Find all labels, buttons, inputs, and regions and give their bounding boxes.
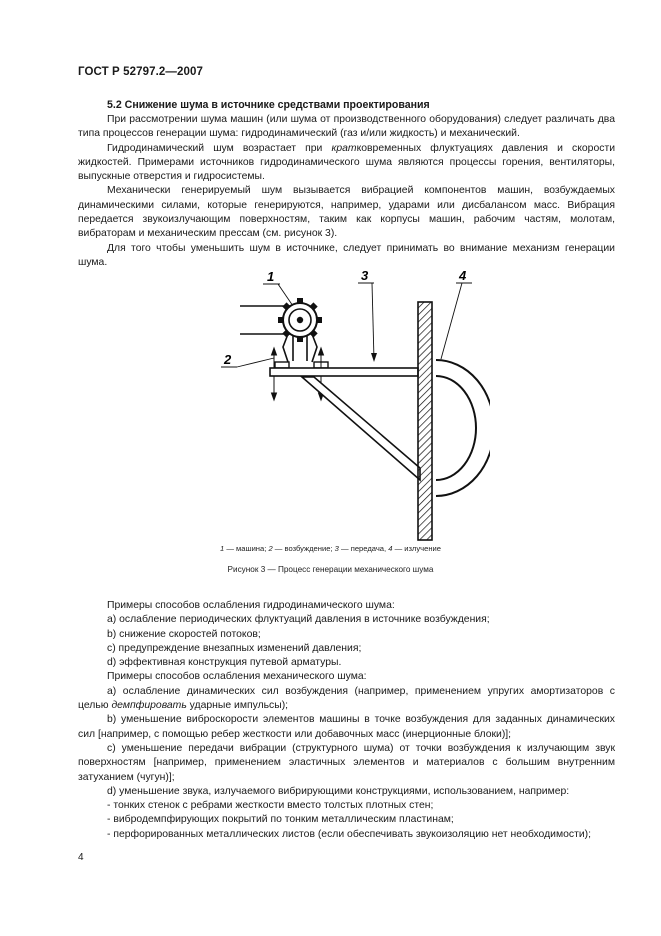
paragraph-hydro-italic: крат [331, 142, 357, 154]
transmission-beam [270, 368, 418, 376]
mech-item-a [78, 685, 615, 714]
hydro-item-c: c) предупреждение внезапных изменений давления; [107, 642, 362, 654]
paragraph-hydro-part1: Гидродинамический шум возрастает при [107, 142, 332, 154]
hydro-item-d: d) эффективная конструкция путевой арматуры. [107, 657, 342, 669]
machine-gear-icon [278, 298, 322, 342]
mech-item-c: c) уменьшение передачи вибрации (структурного шума) от точки возбуждения к излучающим звук поверхностям [например, применением эластичных элементов и материалов с большим внутренним затуханием (чугун)]; [78, 742, 615, 783]
legend-num-2: 2 [268, 544, 273, 553]
mech-item-b: b) уменьшение виброскорости элементов машины в точке возбуждения для заданных динамических сил [например, с помощью ребер жесткости или добавочных масс (инерционные блоки)]; [78, 714, 615, 740]
mech-item-d: d) уменьшение звука, излучаемого вибрирующими конструкциями, использованием, например: [107, 785, 570, 797]
page-number: 4 [78, 852, 84, 863]
label-3: 3 [361, 268, 369, 283]
figure-3-drawing [200, 264, 490, 542]
label-2-leader [237, 358, 274, 367]
machine-foot-left [275, 362, 289, 368]
hydro-item-b: b) снижение скоростей потоков; [107, 628, 261, 640]
transmission-brace [302, 377, 420, 480]
label-1: 1 [267, 269, 275, 284]
intro-text-block [78, 113, 615, 270]
hydro-intro: Примеры способов ослабления гидродинамического шума: [107, 600, 395, 611]
paragraph-hydrodynamic-noise [78, 142, 615, 185]
paragraph-source-reduction: Для того чтобы уменьшить шум в источнике, следует принимать во внимание механизм генерации шума. [78, 242, 615, 268]
legend-text-1: — машина; [224, 544, 269, 553]
radiation-arc-inner [436, 376, 476, 480]
mech-item-a-part2: ударные импульсы); [186, 700, 289, 712]
radiation-arc-outer [436, 360, 490, 496]
figure-caption: Рисунок 3 — Процесс генерации механического шума [227, 565, 434, 574]
label-4: 4 [459, 268, 467, 283]
legend-text-2: — возбуждение; [272, 544, 335, 553]
radiating-wall [418, 302, 432, 540]
paragraph-noise-types: При рассмотрении шума машин (или шума от производственного оборудования) следует различать два типа процессов генерации шума: гидродинамический (газ и/или жидкость) и механический. [78, 114, 615, 140]
legend-num-1: 1 [219, 544, 225, 553]
legend-num-3: 3 [334, 544, 339, 553]
label-4-leader [441, 283, 462, 359]
reduction-methods-block [78, 599, 615, 842]
mech-item-a-italic: демпфировать [111, 700, 187, 712]
legend-num-4: 4 [388, 544, 393, 553]
mech-dash-2: - вибродемпфирующих покрытий по тонким металлическим пластинам; [107, 814, 454, 826]
mech-dash-1: - тонких стенок с ребрами жесткости вместо толстых плотных стен; [107, 800, 434, 812]
paragraph-mechanical-noise: Механически генерируемый шум вызывается вибрацией компонентов машин, возбуждаемых динамическими силами, которые генерируются, например, ударами или дисбалансом масс. Вибрация передается звукоизлучающим поверхностям, таким как корпусы машин, рабочим частям, молотам, вибраторам и механическим прессам (см. рисунок 3). [78, 185, 615, 240]
figure-legend [0, 544, 661, 553]
section-title: 5.2 Снижение шума в источнике средствами проектирования [107, 99, 430, 111]
standard-code-header: ГОСТ Р 52797.2—2007 [78, 66, 203, 78]
mech-item-a-part1: a) ослабление динамических сил возбуждения (например, применением упругих амортизаторов с целью [78, 685, 615, 712]
label-3-arrowhead [371, 353, 377, 362]
legend-text-4: — излучение [392, 544, 441, 553]
label-3-leader [372, 283, 374, 360]
hydro-item-a: a) ослабление периодических флуктуаций давления в источнике возбуждения; [107, 614, 490, 626]
label-1-leader [278, 284, 293, 306]
label-2: 2 [224, 352, 232, 367]
figure-3-diagram [200, 264, 490, 542]
mech-intro: Примеры способов ослабления механического шума: [107, 671, 367, 683]
mech-dash-3: - перфорированных металлических листов (если обеспечивать звукоизоляцию нет необходимости); [107, 828, 591, 840]
paragraph-hydro-part2: ковременных флуктуациях давления и скорости жидкостей. Примерами источников гидродинамического шума являются процессы горения, вентиляторы, выпускные отверстия и гидросистемы. [78, 142, 616, 183]
legend-text-3: — передача, [338, 544, 389, 553]
